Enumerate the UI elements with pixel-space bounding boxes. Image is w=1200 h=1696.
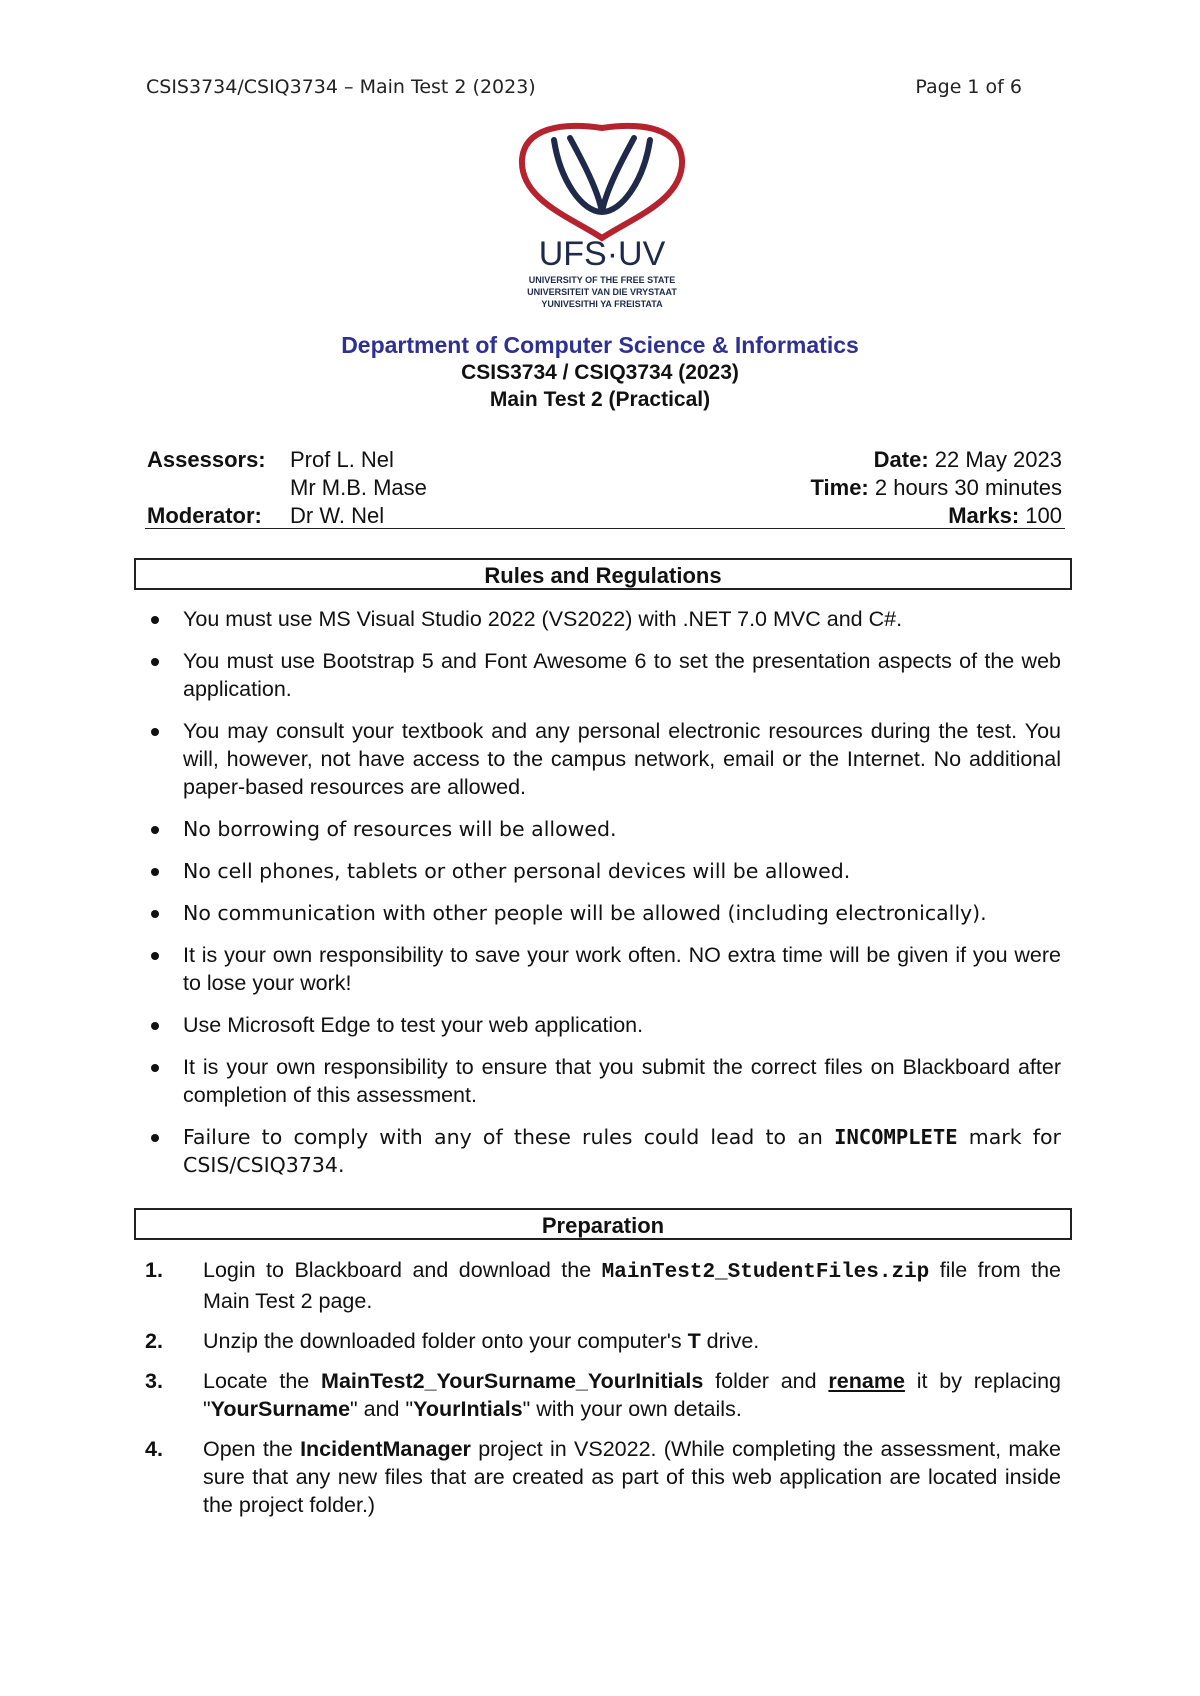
course-code: CSIS3734 / CSIQ3734 (2023) xyxy=(461,361,739,384)
bullet-icon xyxy=(151,868,159,876)
list-item: Failure to comply with any of these rules could lead to an INCOMPLETE mark for CSIS/CSIQ3734. xyxy=(145,1123,1061,1179)
zip-filename: MainTest2_StudentFiles.zip xyxy=(601,1261,930,1284)
assessor-block xyxy=(147,446,647,530)
assessor-2: Mr M.B. Mase xyxy=(290,475,427,500)
test-title: Main Test 2 (Practical) xyxy=(489,388,711,411)
step-item: 1. Login to Blackboard and download the MainTest2_StudentFiles.zip file from the Main Test 2 page. xyxy=(145,1258,1062,1313)
test-details-block xyxy=(810,446,1062,530)
header-course-line: CSIS3734/CSIQ3734 – Main Test 2 (2023) xyxy=(146,76,536,98)
bullet-icon xyxy=(151,1022,159,1030)
logo-line-1: UNIVERSITY OF THE FREE STATE xyxy=(528,275,676,285)
logo-line-2: UNIVERSITEIT VAN DIE VRYSTAAT xyxy=(527,287,677,297)
list-item: It is your own responsibility to ensure that you submit the correct files on Blackboard after completion of this assessment. xyxy=(145,1053,1061,1109)
step-item: 2. Unzip the downloaded folder onto your computer's T drive. xyxy=(145,1329,760,1353)
moderator-label: Moderator: xyxy=(147,503,262,528)
logo-v-mark xyxy=(554,138,650,212)
time-value: 2 hours 30 minutes xyxy=(874,475,1062,500)
header-divider xyxy=(145,528,1065,529)
step-item: 3. Locate the MainTest2_YourSurname_YourInitials folder and rename it by replacing "YourSurname" and "YourIntials" with your own details. xyxy=(145,1369,1061,1421)
list-item: You must use MS Visual Studio 2022 (VS2022) with .NET 7.0 MVC and C#. xyxy=(145,605,1061,633)
list-item: Use Microsoft Edge to test your web application. xyxy=(145,1011,1061,1039)
rules-list xyxy=(145,605,1061,1193)
department-heading: Department of Computer Science & Informatics xyxy=(341,332,859,358)
list-item: You must use Bootstrap 5 and Font Awesome 6 to set the presentation aspects of the web application. xyxy=(145,647,1061,703)
bullet-icon xyxy=(151,616,159,624)
list-item: You may consult your textbook and any personal electronic resources during the test. You will, however, not have access to the campus network, email or the Internet. No additional paper-based resources are allowed. xyxy=(145,717,1061,801)
preparation-steps xyxy=(145,1256,1061,1531)
preparation-heading: Preparation xyxy=(134,1208,1072,1240)
bullet-icon xyxy=(151,910,159,918)
logo-heart-outline xyxy=(522,126,682,238)
logo-wordmark: UFS·UV xyxy=(538,235,666,273)
marks-label: Marks: xyxy=(948,503,1020,528)
date-value: 22 May 2023 xyxy=(934,447,1062,472)
assessors-label: Assessors: xyxy=(147,447,266,472)
ufs-logo xyxy=(512,120,692,330)
bullet-icon xyxy=(151,658,159,666)
bullet-icon xyxy=(151,826,159,834)
list-item: It is your own responsibility to save your work often. NO extra time will be given if you were to lose your work! xyxy=(145,941,1061,997)
moderator-name: Dr W. Nel xyxy=(290,503,385,528)
bullet-icon xyxy=(151,728,159,736)
list-item: No cell phones, tablets or other personal devices will be allowed. xyxy=(145,857,1061,885)
marks-value: 100 xyxy=(1025,503,1062,528)
list-item: No communication with other people will be allowed (including electronically). xyxy=(145,899,1061,927)
bullet-icon xyxy=(151,952,159,960)
time-label: Time: xyxy=(810,475,869,500)
logo-line-3: YUNIVESITHI YA FREISTATA xyxy=(541,299,663,309)
step-item: 4. Open the IncidentManager project in VS2022. (While completing the assessment, make sure that any new files that are created as part of this web application are located inside the project folder.) xyxy=(145,1437,1061,1517)
rules-heading: Rules and Regulations xyxy=(134,558,1072,590)
bullet-icon xyxy=(151,1064,159,1072)
list-item: No borrowing of resources will be allowed. xyxy=(145,815,1061,843)
bullet-icon xyxy=(151,1134,159,1142)
date-label: Date: xyxy=(873,447,929,472)
header-page-number: Page 1 of 6 xyxy=(915,76,1022,98)
assessor-1: Prof L. Nel xyxy=(290,447,394,472)
